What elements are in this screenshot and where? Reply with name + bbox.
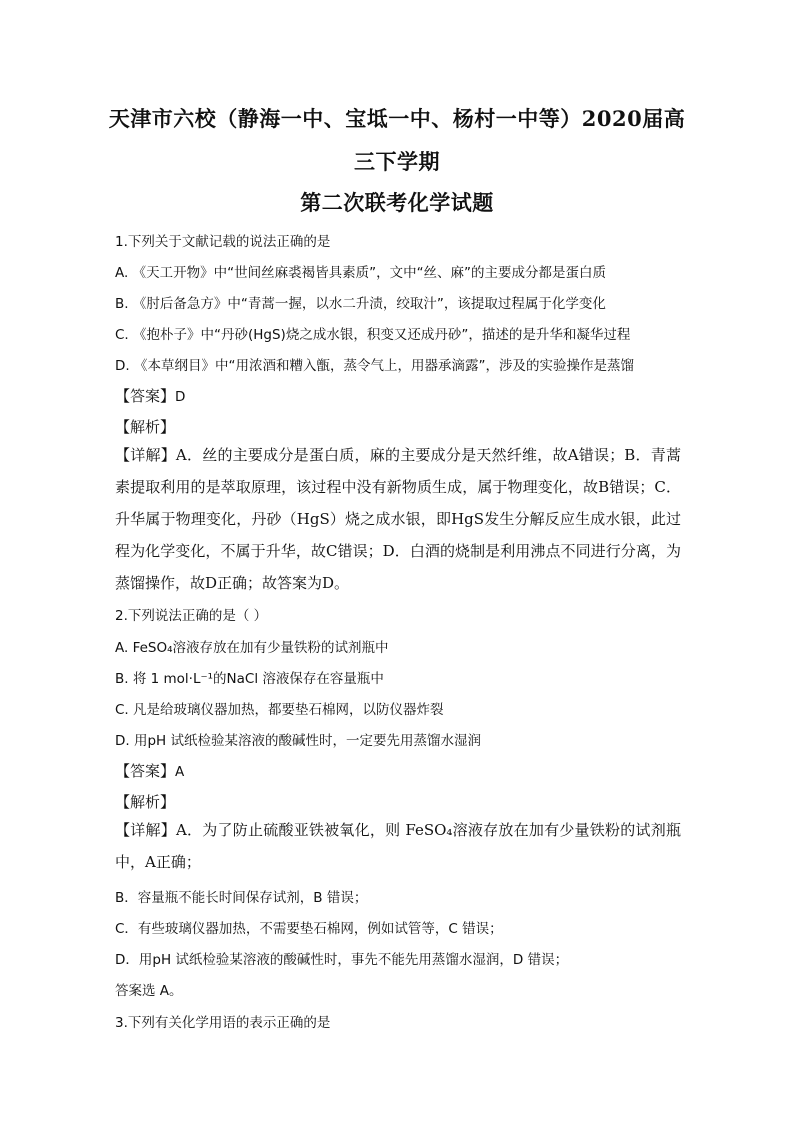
q2-detail-line-c: C．有些玻璃仪器加热，不需要垫石棉网，例如试管等，C 错误； <box>115 921 503 937</box>
q1-option-b: B. 《肘后备急方》中“青蒿一握，以水二升渍，绞取汁”，该提取过程属于化学变化 <box>115 296 606 312</box>
q1-option-d: D. 《本草纲目》中“用浓酒和糟入甑，蒸令气上，用器承滴露”，涉及的实验操作是蒸馏 <box>115 358 634 374</box>
q2-stem: 2.下列说法正确的是（ ） <box>115 608 268 624</box>
exam-title-line-3: 第二次联考化学试题 <box>300 190 494 215</box>
q2-option-a: A. FeSO₄溶液存放在加有少量铁粉的试剂瓶中 <box>115 640 389 656</box>
q1-option-a: A. 《天工开物》中“世间丝麻裘褐皆具素质”，文中“丝、麻”的主要成分都是蛋白质 <box>115 265 607 281</box>
q2-conclusion: 答案选 A。 <box>115 983 183 999</box>
q1-answer-value: D <box>175 389 186 405</box>
q2-detail-line-d: D．用pH 试纸检验某溶液的酸碱性时，事先不能先用蒸馏水湿润，D 错误； <box>115 952 569 968</box>
q2-detail <box>115 814 681 878</box>
q1-detail-label: 【详解】 <box>115 446 176 464</box>
q1-stem: 1.下列关于文献记载的说法正确的是 <box>115 234 331 250</box>
q1-answer <box>115 385 695 406</box>
q2-detail-text: A．为了防止硫酸亚铁被氧化，则 FeSO₄溶液存放在加有少量铁粉的试剂瓶中，A正确； <box>115 821 681 871</box>
q2-analysis-label <box>115 791 695 812</box>
q1-detail-text: A．丝的主要成分是蛋白质，麻的主要成分是天然纤维，故A错误；B．青蒿素提取利用的是萃取原理，该过程中没有新物质生成，属于物理变化，故B错误；C．升华属于物理变化，丹砂（HgS）烧之成水银，即HgS发生分解反应生成水银，此过程为化学变化，不属于升华，故C错误；D．白酒的烧制是利用沸点不同进行分离，为蒸馏操作，故D正确；故答案为D。 <box>115 446 681 592</box>
q1-analysis-label <box>115 416 695 437</box>
q2-answer-label: 【答案】 <box>115 762 176 780</box>
q1-analysis-tag: 【解析】 <box>115 418 176 436</box>
q2-detail-label: 【详解】 <box>115 821 176 839</box>
exam-title-line-1: 天津市六校（静海一中、宝坻一中、杨村一中等）2020届高 <box>108 106 686 131</box>
q2-answer-value: A <box>175 764 185 780</box>
q2-option-c: C. 凡是给玻璃仪器加热，都要垫石棉网，以防仪器炸裂 <box>115 702 444 718</box>
q2-option-d: D. 用pH 试纸检验某溶液的酸碱性时，一定要先用蒸馏水湿润 <box>115 733 481 749</box>
q2-detail-line-b: B．容量瓶不能长时间保存试剂，B 错误； <box>115 890 368 906</box>
q1-answer-label: 【答案】 <box>115 387 176 405</box>
q1-option-c: C. 《抱朴子》中“丹砂(HgS)烧之成水银，积变又还成丹砂”，描述的是升华和凝华过程 <box>115 327 631 343</box>
q2-analysis-tag: 【解析】 <box>115 793 176 811</box>
q2-option-b: B. 将 1 mol·L⁻¹的NaCl 溶液保存在容量瓶中 <box>115 671 384 687</box>
q2-answer <box>115 760 695 781</box>
q1-detail <box>115 439 681 599</box>
q3-stem: 3.下列有关化学用语的表示正确的是 <box>115 1015 331 1031</box>
exam-title-line-2: 三下学期 <box>354 149 440 174</box>
